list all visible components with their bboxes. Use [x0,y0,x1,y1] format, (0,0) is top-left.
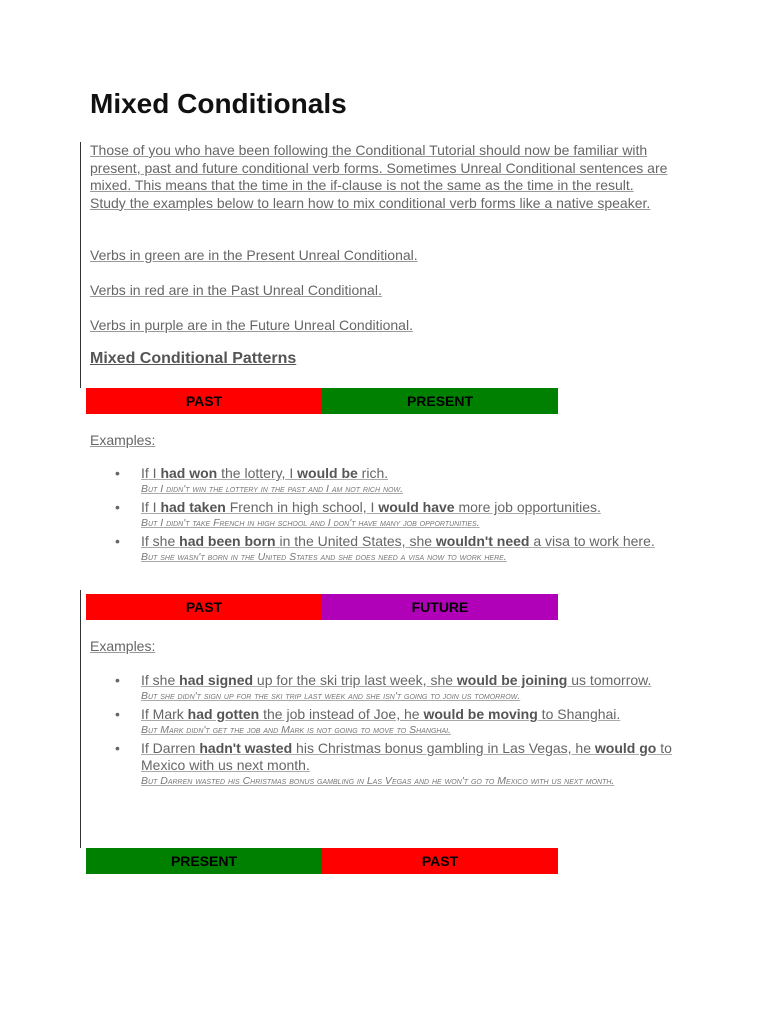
sentence-text: to Mexico with us next month. [141,740,672,773]
example-sentence [135,533,675,550]
verb-phrase: would be joining [456,672,568,688]
verb-phrase: had been born [179,533,276,549]
band-cell-present: PRESENT [322,388,558,414]
sentence-text: If I [141,499,161,515]
list-item [115,465,675,497]
sentence-text: more job opportunities. [454,499,601,515]
verb-phrase: would be moving [423,706,538,722]
examples-list-past-present [115,465,675,567]
examples-list-past-future [115,672,675,791]
bullet-icon: • [115,465,120,481]
examples-label: Examples: [90,638,156,654]
band-cell-past: PAST [322,848,558,874]
bullet-icon: • [115,533,120,549]
example-explanation: But she didn't sign up for the ski trip last week and she isn't going to join us tomorrow. [141,690,521,702]
sentence-text: If I [141,465,161,481]
sentence-text: the lottery, I [217,465,298,481]
sentence-text: his Christmas bonus gambling in Las Vegas, he [292,740,595,756]
example-explanation: But Darren wasted his Christmas bonus gambling in Las Vegas and he won't go to Mexico with us next month. [141,775,615,787]
sentence-text: in the United States, she [275,533,436,549]
left-margin-rule [80,142,81,388]
example-explanation: But Mark didn't get the job and Mark is not going to move to Shanghai. [141,724,451,736]
list-item [115,533,675,565]
list-item [115,672,675,704]
sentence-text: rich. [357,465,389,481]
list-item [115,499,675,531]
sentence-text: a visa to work here. [529,533,655,549]
section-heading: Mixed Conditional Patterns [90,350,297,367]
examples-label: Examples: [90,432,156,448]
verb-phrase: wouldn't need [435,533,530,549]
sentence-text: French in high school, I [225,499,379,515]
example-sentence [135,499,675,516]
verb-phrase: had taken [160,499,226,515]
verb-phrase: had won [160,465,218,481]
sentence-text: If Darren [141,740,200,756]
bullet-icon: • [115,740,120,756]
bullet-icon: • [115,706,120,722]
verb-phrase: had signed [179,672,254,688]
pattern-band-present-past [86,848,558,874]
example-sentence [135,740,675,774]
list-item [115,740,675,789]
note-red: Verbs in red are in the Past Unreal Conditional. [90,282,382,298]
example-explanation: But she wasn't born in the United States and she does need a visa now to work here. [141,551,507,563]
sentence-text: up for the ski trip last week, she [253,672,457,688]
sentence-text: the job instead of Joe, he [259,706,424,722]
pattern-band-past-present [86,388,558,414]
example-sentence [135,706,675,723]
note-purple: Verbs in purple are in the Future Unreal Conditional. [90,317,413,333]
verb-phrase: would go [594,740,657,756]
sentence-text: If she [141,533,180,549]
verb-phrase: hadn't wasted [199,740,293,756]
pattern-band-past-future [86,594,558,620]
list-item [115,706,675,738]
left-margin-rule-lower [80,590,81,848]
intro-paragraph: Those of you who have been following the Conditional Tutorial should now be familiar with present, past and future conditional verb forms. Sometimes Unreal Conditional sentences are mixed. This means that the time in the if-clause is not the same as the time in the result. Study the examples below to learn how to mix conditional verb forms like a native speaker. [90,142,668,211]
example-explanation: But I didn't take French in high school and I don't have many job opportunities. [141,517,480,529]
sentence-text: to Shanghai. [537,706,621,722]
note-green: Verbs in green are in the Present Unreal Conditional. [90,247,418,263]
example-sentence [135,465,675,482]
sentence-text: If Mark [141,706,188,722]
verb-phrase: would be [297,465,358,481]
example-explanation: But I didn't win the lottery in the past and I am not rich now. [141,483,403,495]
band-cell-past: PAST [86,388,322,414]
bullet-icon: • [115,499,120,515]
sentence-text: If she [141,672,180,688]
sentence-text: us tomorrow. [567,672,652,688]
verb-phrase: had gotten [187,706,260,722]
band-cell-past: PAST [86,594,322,620]
band-cell-future: FUTURE [322,594,558,620]
band-cell-present: PRESENT [86,848,322,874]
verb-phrase: would have [378,499,455,515]
page-title: Mixed Conditionals [90,88,347,119]
example-sentence [135,672,675,689]
bullet-icon: • [115,672,120,688]
